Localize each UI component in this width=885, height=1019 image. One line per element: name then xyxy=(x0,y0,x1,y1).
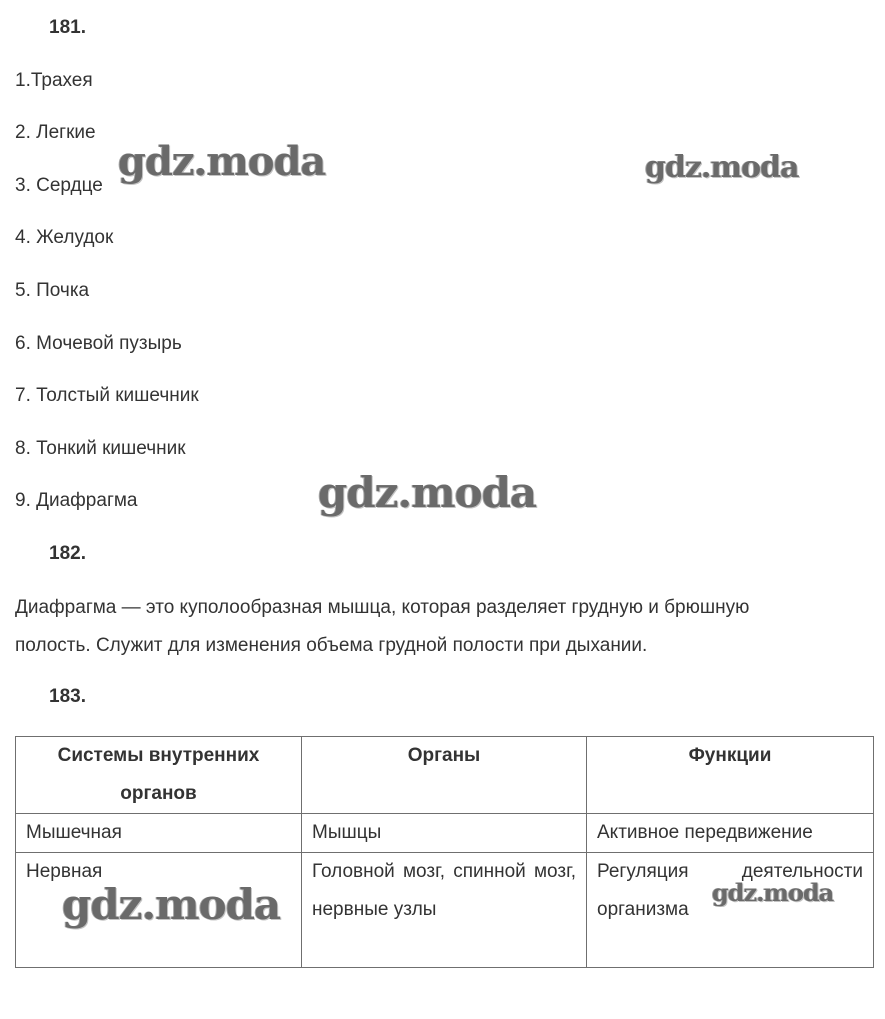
task-183-number: 183. xyxy=(49,686,86,707)
table-cell: Нервная xyxy=(16,853,302,968)
list-item: 5. Почка xyxy=(15,280,90,301)
task-182-number: 182. xyxy=(49,543,86,564)
list-item: 2. Легкие xyxy=(15,122,96,143)
header-systems: Системы внутренних органов xyxy=(16,737,302,814)
list-item: 9. Диафрагма xyxy=(15,490,138,511)
watermark: gdz.moda xyxy=(118,138,326,185)
table-row xyxy=(16,814,874,853)
table-cell: Мышцы xyxy=(302,814,587,853)
organ-systems-table xyxy=(15,736,874,968)
paragraph-line-1: Диафрагма — это куполообразная мышца, которая разделяет грудную и брюшную xyxy=(15,597,750,618)
list-item: 7. Толстый кишечник xyxy=(15,385,199,406)
watermark: gdz.moda xyxy=(645,150,799,185)
table-cell: Регуляция деятельности организма xyxy=(587,853,874,968)
table-cell: Головной мозг, спинной мозг, нервные узлы xyxy=(302,853,587,968)
paragraph-line-2: полость. Служит для изменения объема грудной полости при дыхании. xyxy=(15,635,648,656)
list-item: 8. Тонкий кишечник xyxy=(15,438,186,459)
table-header-row xyxy=(16,737,874,814)
list-item: 6. Мочевой пузырь xyxy=(15,333,182,354)
watermark: gdz.moda xyxy=(712,878,834,907)
list-item: 1.Трахея xyxy=(15,70,93,91)
table-cell: Мышечная xyxy=(16,814,302,853)
header-functions: Функции xyxy=(587,737,874,814)
task-182-paragraph xyxy=(15,589,883,665)
table-row xyxy=(16,853,874,968)
watermark: gdz.moda xyxy=(62,880,281,929)
list-item: 4. Желудок xyxy=(15,227,114,248)
header-organs: Органы xyxy=(302,737,587,814)
list-item: 3. Сердце xyxy=(15,175,103,196)
table-cell: Активное передвижение xyxy=(587,814,874,853)
task-181-number: 181. xyxy=(49,17,86,38)
watermark: gdz.moda xyxy=(318,468,537,517)
